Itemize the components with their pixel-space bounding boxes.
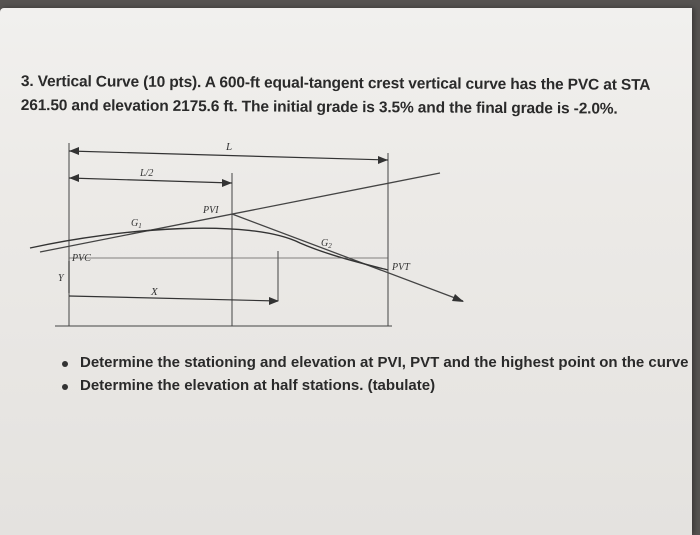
- y-label: Y: [58, 273, 64, 284]
- problem-line-1: 3. Vertical Curve (10 pts). A 600-ft equal-tangent crest vertical curve has the PVC at STA: [20, 72, 651, 94]
- task-text: Determine the elevation at half stations. (tabulate): [80, 377, 436, 394]
- g2-label: $G_2$: [321, 238, 332, 250]
- pvt-label: PVT: [392, 262, 410, 273]
- final-tangent-line: [232, 214, 463, 301]
- bullet-icon: [62, 384, 68, 390]
- initial-tangent-line: [40, 173, 440, 252]
- final-tangent-arrow: [452, 294, 464, 302]
- length-arrow-left: [69, 147, 79, 155]
- length-arrow-right: [378, 156, 388, 164]
- problem-statement: [21, 70, 681, 122]
- task-list: [40, 351, 695, 397]
- x-label: X: [151, 286, 158, 298]
- g1-label: $G_1$: [131, 218, 142, 230]
- pvi-label: PVI: [203, 205, 219, 216]
- length-label: L: [226, 141, 233, 153]
- task-text: Determine the stationing and elevation at PVI, PVT and the highest point on the curve: [80, 354, 689, 371]
- bullet-icon: [62, 361, 68, 367]
- pvc-label: PVC: [72, 253, 91, 264]
- half-length-arrow-left: [69, 174, 79, 182]
- document-page: [0, 8, 692, 535]
- task-item: [40, 351, 695, 374]
- task-item: [40, 374, 695, 397]
- vertical-curve-diagram: [0, 133, 470, 333]
- half-length-label: L/2: [140, 168, 154, 179]
- x-dimension-line: [69, 296, 278, 301]
- problem-line-2: 261.50 and elevation 2175.6 ft. The initial grade is 3.5% and the final grade is -2.0%.: [20, 96, 618, 118]
- half-length-arrow-right: [222, 179, 232, 187]
